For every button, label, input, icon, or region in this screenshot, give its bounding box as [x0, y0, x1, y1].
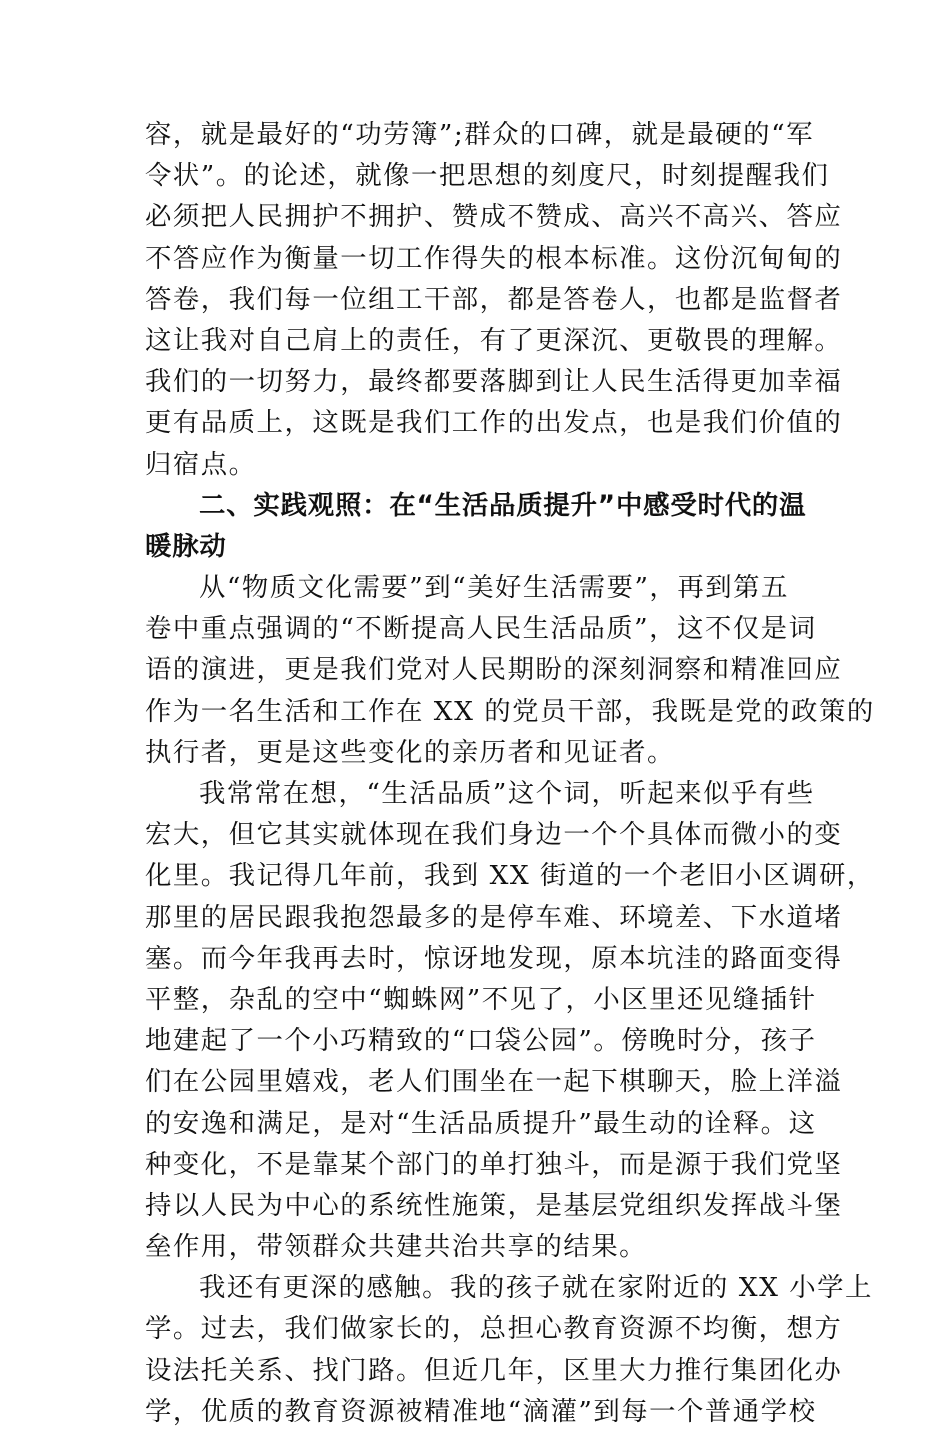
- text-line: 我常常在想，“生活品质”这个词，听起来似乎有些: [199, 778, 815, 809]
- text-line: 二、实践观照：在“生活品质提升”中感受时代的温: [199, 489, 807, 521]
- text-line: 那里的居民跟我抱怨最多的是停车难、环境差、下水道堵: [145, 901, 843, 933]
- text-line: 们在公园里嬉戏，老人们围坐在一起下棋聊天，脸上洋溢: [145, 1066, 843, 1098]
- text-line: 种变化，不是靠某个部门的单打独斗，而是源于我们党坚: [145, 1148, 843, 1180]
- text-line: 从“物质文化需要”到“美好生活需要”，再到第五: [199, 572, 789, 604]
- document-page: [145, 114, 875, 1432]
- text-line: 令状”。的论述，就像一把思想的刻度尺，时刻提醒我们: [145, 160, 830, 192]
- text-line: 执行者，更是这些变化的亲历者和见证者。: [145, 736, 675, 768]
- text-line: 语的演进，更是我们党对人民期盼的深刻洞察和精准回应: [145, 654, 843, 686]
- text-line: 归宿点。: [145, 448, 257, 480]
- text-line: 答卷，我们每一位组工干部，都是答卷人，也都是监督者: [145, 283, 843, 315]
- text-line: 卷中重点强调的“不断提高人民生活品质”，这不仅是词: [145, 613, 817, 645]
- text-line: 学，优质的教育资源被精准地“滴灌”到每一个普通学校: [145, 1395, 817, 1427]
- text-line: 我们的一切努力，最终都要落脚到让人民生活得更加幸福: [145, 366, 843, 398]
- text-line: 不答应作为衡量一切工作得失的根本标准。这份沉甸甸的: [145, 242, 843, 274]
- text-line: 塞。而今年我再去时，惊讶地发现，原本坑洼的路面变得: [145, 942, 843, 974]
- paragraph: [145, 567, 875, 773]
- text-line: 地建起了一个小巧精致的“口袋公园”。傍晚时分，孩子: [145, 1025, 817, 1057]
- text-line: 设法托关系、找门路。但近几年，区里大力推行集团化办: [145, 1354, 843, 1386]
- text-line: 化里。我记得几年前，我到 XX 街道的一个老旧小区调研，: [145, 860, 875, 892]
- text-line: 更有品质上，这既是我们工作的出发点，也是我们价值的: [145, 407, 843, 439]
- text-line: 的安逸和满足，是对“生活品质提升”最生动的诠释。这: [145, 1107, 817, 1139]
- text-line: 暖脉动: [145, 530, 227, 562]
- text-line: 学。过去，我们做家长的，总担心教育资源不均衡，想方: [145, 1313, 843, 1345]
- text-line: 垒作用，带领群众共建共治共享的结果。: [145, 1231, 648, 1263]
- text-line: 宏大，但它其实就体现在我们身边一个个具体而微小的变: [145, 819, 843, 851]
- paragraph: [145, 1267, 873, 1432]
- text-line: 容，就是最好的“功劳簿”;群众的口碑，就是最硬的“军: [145, 119, 814, 150]
- text-line: 我还有更深的感触。我的孩子就在家附近的 XX 小学上: [199, 1272, 873, 1304]
- text-line: 持以人民为中心的系统性施策，是基层党组织发挥战斗堡: [145, 1189, 843, 1221]
- text-line: 必须把人民拥护不拥护、赞成不赞成、高兴不高兴、答应: [145, 201, 843, 233]
- paragraph: [145, 114, 843, 485]
- text-line: 平整，杂乱的空中“蜘蛛网”不见了，小区里还见缝插针: [145, 983, 817, 1015]
- section-heading: [145, 485, 807, 567]
- text-line: 作为一名生活和工作在 XX 的党员干部，我既是党的政策的: [145, 695, 875, 727]
- text-line: 这让我对自己肩上的责任，有了更深沉、更敬畏的理解。: [145, 324, 843, 356]
- paragraph: [145, 773, 875, 1267]
